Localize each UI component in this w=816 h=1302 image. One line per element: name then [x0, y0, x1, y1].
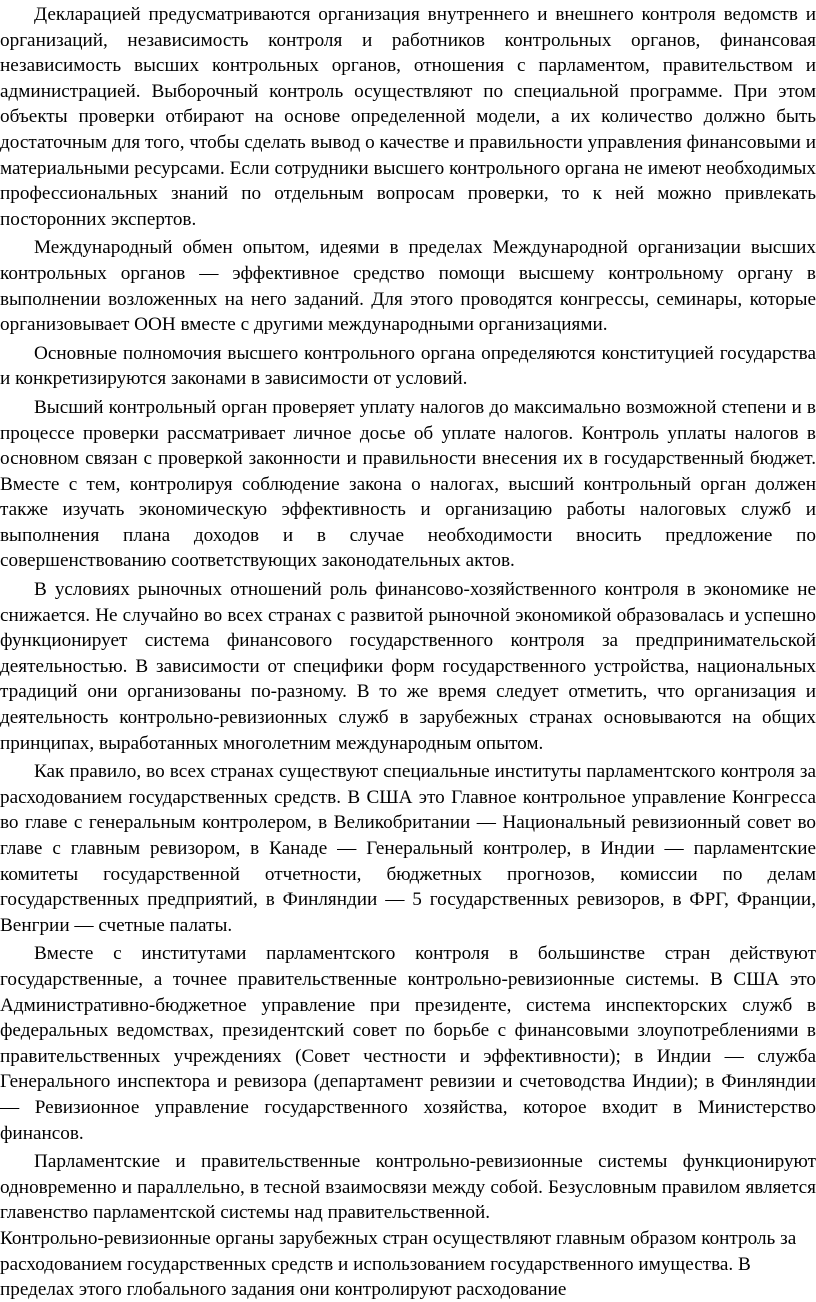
paragraph-main-powers: Основные полномочия высшего контрольного органа определяются конституцией государства и конкретизируются законами в зависимости от условий. [0, 342, 816, 390]
paragraph-government-systems: Вместе с институтами парламентского контроля в большинстве стран действуют государственные, а точнее правительственные контрольно-ревизионные системы. В США это Административно-бюджетное управление при президенте, система инспекторских служб в федеральных ведомствах, президентский совет по борьбе с финансовыми злоупотреблениями в правительственных учреждениях (Совет честности и эффективности); в Индии — служба Генерального инспектора и ревизора (департамент ревизии и счетоводства Индии); в Финляндии — Ревизионное управление государственного хозяйства, которое входит в Министерство финансов. [0, 943, 816, 1144]
paragraph-parallel-systems: Парламентские и правительственные контрольно-ревизионные системы функционируют одновременно и параллельно, в тесной взаимосвязи между собой. Безусловным правилом является главенство парламентской системы над правительственной. [0, 1151, 816, 1224]
paragraph-tax-audit: Высший контрольный орган проверяет уплату налогов до максимально возможной степени и в процессе проверки рассматривает личное досье об уплате налогов. Контроль уплаты налогов в основном связан с проверкой законности и правильности внесения их в государственный бюджет. Вместе с тем, контролируя соблюдение закона о налогах, высший контрольный орган должен также изучать экономическую эффективность и организацию работы налоговых служб и выполнения плана доходов и в случае необходимости вносить предложение по совершенствованию соответствующих законодательных актов. [0, 396, 816, 572]
paragraph-parliamentary-institutes: Как правило, во всех странах существуют специальные институты парламентского контроля за расходованием государственных средств. В США это Главное контрольное управление Конгресса во главе с генеральным контролером, в Великобритании — Национальный ревизионный совет во главе с главным ревизором, в Канаде — Генеральный контролер, в Индии — парламентские комитеты государственной отчетности, бюджетных прогнозов, комиссии по делам государственных предприятий, в Финляндии — 5 государственных ревизоров, в ФРГ, Франции, Венгрии — счетные палаты. [0, 761, 816, 936]
paragraph-international-exchange: Международный обмен опытом, идеями в пределах Международной организации высших контрольных органов — эффективное средство помощи высшему контрольному органу в выполнении возложенных на него заданий. Для этого проводятся конгрессы, семинары, которые организовывает ООН вместе с другими международными организациями. [0, 237, 816, 336]
paragraph-foreign-control-bodies: Контрольно-ревизионные органы зарубежных стран осуществляют главным образом контроль за расходованием государственных средств и использованием государственного имущества. В пределах этого глобального задания они контролируют расходование [0, 1227, 797, 1301]
paragraph-declaration: Декларацией предусматриваются организация внутреннего и внешнего контроля ведомств и организаций, независимость контроля и работников контрольных органов, финансовая независимость высших контрольных органов, отношения с парламентом, правительством и администрацией. Выборочный контроль осуществляют по специальной программе. При этом объекты проверки отбирают на основе определенной модели, а их количество должно быть достаточным для того, чтобы сделать вывод о качестве и правильности управления финансовыми и материальными ресурсами. Если сотрудники высшего контрольного органа не имеют необходимых профессиональных знаний по отдельным вопросам проверки, то к ней можно привлекать посторонних экспертов. [0, 4, 816, 230]
paragraph-market-relations: В условиях рыночных отношений роль финансово-хозяйственного контроля в экономике не снижается. Не случайно во всех странах с развитой рыночной экономикой образовалась и успешно функционирует система финансового государственного контроля за предпринимательской деятельностью. В зависимости от специфики форм государственного устройства, национальных традиций они организованы по-разному. В то же время следует отметить, что организация и деятельность контрольно-ревизионных служб в зарубежных странах основываются на общих принципах, выработанных многолетним международным опытом. [0, 579, 816, 754]
